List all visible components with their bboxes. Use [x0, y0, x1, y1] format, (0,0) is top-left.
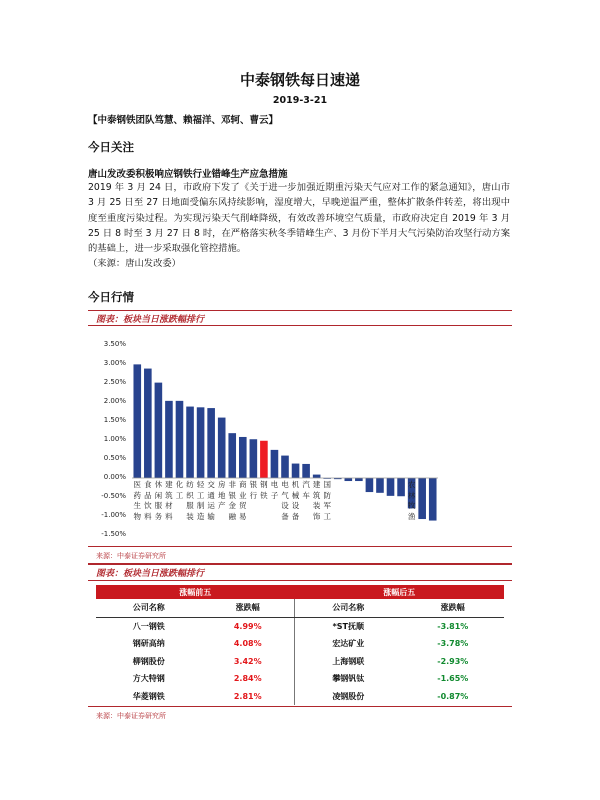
- top-company-name: 钢研高纳: [132, 639, 165, 649]
- category-label: 电子: [270, 480, 279, 500]
- category-label: 国防军工: [323, 480, 331, 521]
- bottom-company-change: -1.65%: [437, 674, 469, 684]
- column-header-change: 涨跌幅: [201, 599, 294, 617]
- top-company-change: 2.81%: [201, 688, 294, 706]
- bottom-company-name: 宏达矿业: [332, 639, 365, 649]
- top-company-name: 方大特钢: [132, 674, 165, 684]
- figure2-caption-rule: [88, 580, 512, 581]
- bottom-company-name: 上海钢联: [332, 656, 365, 666]
- y-tick-label: 2.00%: [103, 397, 126, 405]
- category-label: 非银金融: [228, 480, 236, 521]
- y-tick-label: 3.00%: [103, 359, 126, 367]
- bar: [313, 475, 321, 478]
- table-column-headers: [96, 599, 504, 617]
- bottom-company-name: 攀钢钒钛: [332, 674, 365, 684]
- bar: [186, 407, 194, 478]
- news-source: （来源：唐山发改委）: [88, 258, 181, 270]
- category-label: 建筑装饰: [312, 480, 321, 521]
- bottom-company-change: -2.93%: [437, 656, 469, 666]
- category-label: 机械设备: [291, 480, 300, 521]
- figure-bottom-rule: [88, 546, 512, 547]
- table-row: [96, 635, 504, 653]
- top-company-change: 4.99%: [201, 617, 294, 635]
- bar: [155, 383, 163, 478]
- table-row: [96, 653, 504, 671]
- bar: [271, 450, 279, 478]
- category-label: 钢铁: [260, 480, 268, 500]
- bottom-company-change: -3.81%: [437, 621, 469, 631]
- figure2-top-rule: [88, 563, 512, 565]
- y-tick-label: -1.00%: [101, 511, 126, 519]
- bar: [260, 441, 268, 478]
- bottom-company-name: *ST抚顺: [332, 621, 365, 631]
- figure-source-stock-table: 来源：中泰证券研究所: [96, 712, 166, 720]
- bar: [218, 418, 226, 478]
- report-title: 中泰钢铁每日速递: [239, 71, 360, 89]
- figure-caption-stock-table: 图表：板块当日涨跌幅排行: [96, 569, 205, 579]
- y-tick-label: -0.50%: [101, 492, 126, 500]
- bar: [292, 464, 300, 478]
- figure-top-rule: [88, 310, 512, 311]
- bar: [345, 478, 353, 481]
- news-body-text: 2019 年 3 月 24 日，市政府下发了《关于进一步加强近期重污染天气应对工作的紧急通知》，唐山市 3 月 25 日至 27 日地面受偏东风持续影响，湿度增大，早晚逆温严重，整体扩散条件转差，将出现中度至重度污染过程。为实现污染天气削峰降级，有效改善环境空气质量，市政府决定自 2019 年 3 月 25 日 8 时至 3 月 27 日 8 时，在严格落实秋冬季错峰生产、3 月份下半月大气污染防治攻坚行动方案的基础上，进一步采取强化管控措施。: [88, 182, 510, 255]
- category-label: 商业贸易: [239, 480, 247, 521]
- category-label: 农林牧渔: [407, 480, 416, 521]
- group-header-bottom5: 涨幅后五: [295, 585, 504, 599]
- group-header-top5: 涨幅前五: [96, 585, 295, 599]
- top-company-name: 柳钢股份: [132, 656, 165, 666]
- category-label: 银行: [249, 480, 258, 500]
- bar: [397, 478, 405, 496]
- bar: [239, 437, 247, 478]
- top-company-change: 2.84%: [201, 670, 294, 688]
- category-label: 食品饮料: [144, 480, 152, 521]
- news-body: [88, 180, 510, 272]
- top-company-name: 华菱钢铁: [132, 691, 165, 701]
- section-heading-market: 今日行情: [88, 290, 134, 304]
- section-heading-focus: 今日关注: [88, 140, 134, 154]
- category-label: 房地产: [217, 480, 226, 510]
- bar: [197, 407, 205, 478]
- category-label: 建筑材料: [165, 480, 173, 521]
- bar: [144, 369, 152, 478]
- bar: [355, 478, 363, 481]
- category-label: 交通运输: [207, 480, 215, 521]
- bar: [207, 408, 215, 478]
- column-header-change: 涨跌幅: [402, 599, 504, 617]
- category-label: 轻工制造: [196, 480, 205, 521]
- category-label: 纺织服装: [186, 480, 194, 521]
- bar: [366, 478, 374, 492]
- bottom-company-change: -0.87%: [437, 691, 469, 701]
- table-row: [96, 617, 504, 635]
- bar: [387, 478, 395, 496]
- y-tick-label: -1.50%: [101, 530, 126, 538]
- bottom-company-change: -3.78%: [437, 639, 469, 649]
- bar: [302, 464, 310, 478]
- bar: [376, 478, 384, 493]
- team-line: 【中泰钢铁团队笃慧、赖福洋、邓轲、曹云】: [88, 115, 279, 126]
- report-date: 2019-3-21: [272, 95, 328, 106]
- y-tick-label: 0.00%: [103, 473, 126, 481]
- category-label: 休闲服务: [154, 480, 163, 521]
- bar: [176, 401, 184, 478]
- top-company-name: 八一钢铁: [132, 621, 165, 631]
- bar: [165, 401, 173, 478]
- bar: [228, 433, 236, 478]
- figure-caption-rule: [88, 325, 512, 326]
- stock-change-table: [96, 585, 504, 705]
- table-row: [96, 670, 504, 688]
- bottom-company-name: 凌钢股份: [332, 691, 365, 701]
- bar: [133, 364, 141, 478]
- category-label: 汽车: [302, 480, 310, 500]
- top-company-change: 4.08%: [201, 635, 294, 653]
- top-company-change: 3.42%: [201, 653, 294, 671]
- sector-change-chart: [88, 335, 512, 545]
- table-row: [96, 688, 504, 706]
- bar: [429, 478, 437, 521]
- y-tick-label: 2.50%: [103, 378, 126, 386]
- bar: [250, 439, 258, 478]
- y-tick-label: 0.50%: [103, 454, 126, 462]
- figure-source-sector-chart: 来源：中泰证券研究所: [96, 552, 166, 560]
- figure-caption-sector-chart: 图表：板块当日涨跌幅排行: [96, 315, 205, 325]
- figure2-bottom-rule: [88, 706, 512, 707]
- y-tick-label: 1.50%: [103, 416, 126, 424]
- column-header-company: 公司名称: [96, 599, 201, 617]
- y-tick-label: 1.00%: [103, 435, 126, 443]
- category-label: 化工: [175, 480, 184, 500]
- bar: [418, 478, 426, 519]
- category-label: 电气设备: [281, 480, 289, 521]
- y-tick-label: 3.50%: [103, 340, 126, 348]
- news-title: 唐山发改委积极响应钢铁行业错峰生产应急措施: [88, 169, 288, 180]
- bar: [281, 456, 289, 478]
- category-label: 医药生物: [133, 480, 142, 521]
- column-header-company: 公司名称: [295, 599, 402, 617]
